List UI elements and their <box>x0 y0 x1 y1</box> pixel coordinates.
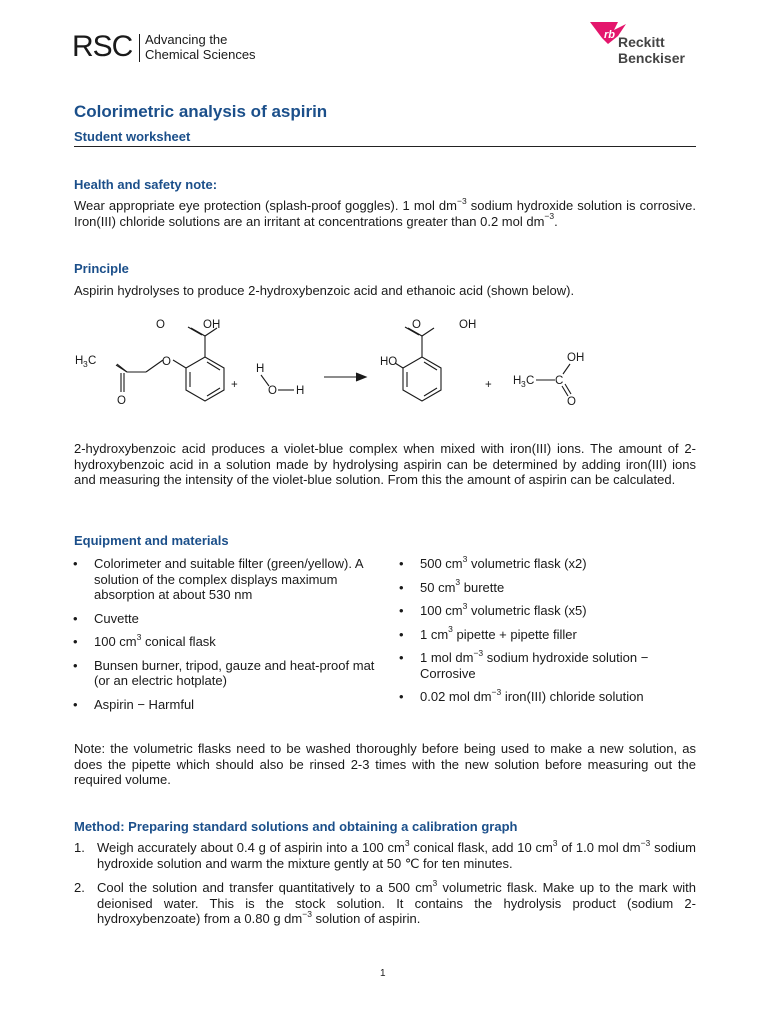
equipment-heading: Equipment and materials <box>74 533 229 548</box>
equipment-item-text: Colorimeter and suitable filter (green/yellow). A solution of the complex displays maximum absorption at about 530 nm <box>94 556 363 602</box>
salicylic-ho: HO <box>380 356 398 368</box>
method-steps <box>74 837 696 936</box>
water-h-2: H <box>296 385 305 397</box>
ethanoic-oh: OH <box>567 352 585 364</box>
water-h-1: H <box>256 363 265 375</box>
rb-mark-text: rb <box>604 29 615 41</box>
ethanoic-carbonyl-o: O <box>567 396 576 408</box>
salicylic-oh: OH <box>459 319 477 331</box>
equipment-list-left <box>72 556 382 720</box>
bullet-icon: • <box>399 579 404 595</box>
list-item <box>72 697 382 713</box>
ethanoic-methyl-c: C <box>526 375 535 387</box>
reaction-arrow <box>324 373 366 381</box>
reckitt-benckiser-logo <box>588 18 703 70</box>
page-number: 1 <box>380 968 386 979</box>
list-item <box>398 686 698 705</box>
list-item <box>72 658 382 689</box>
equipment-item-text: Cuvette <box>94 610 139 626</box>
principle-heading: Principle <box>74 261 129 276</box>
plus-sign-1: + <box>231 379 238 391</box>
salicylic-acid-structure <box>380 319 476 401</box>
step-number: 2. <box>74 880 85 895</box>
equipment-item-text: 1 mol $dm^{-3}$ sodium hydroxide solution − Corrosive <box>420 647 649 681</box>
equipment-list-right <box>398 553 698 713</box>
list-item <box>398 577 698 596</box>
rb-name-line-1: Reckitt <box>618 34 665 50</box>
principle-paragraph: 2-hydroxybenzoic acid produces a violet-blue complex when mixed with iron(III) ions. The amount of 2-hydroxybenzoic acid in a solution made by hydrolysing aspirin can be determined by adding iron(III) ions and measuring the intensity of the violet-blue solution. From this the amount of aspirin can be calculated. <box>74 441 696 487</box>
method-step <box>74 837 696 871</box>
title-divider <box>74 146 696 147</box>
bullet-icon: • <box>73 634 78 649</box>
rsc-tagline-line-1: Advancing the <box>145 32 228 47</box>
bullet-icon: • <box>73 696 78 712</box>
equipment-item-text: 50 $cm^3$ burette <box>420 577 505 595</box>
water-o: O <box>268 385 277 397</box>
list-item <box>72 611 382 627</box>
step-text: Weigh accurately about 0.4 g of aspirin into a 100 $cm^3$ conical flask, add 10 $cm^3$ of 1.0 mol $dm^{-3}$ sodium hydroxide solution and warm the mixture gently at 50 ℃ for ten minutes. <box>97 837 696 871</box>
equipment-item-text: 1 $cm^3$ pipette + pipette filler <box>420 624 577 642</box>
bullet-icon: • <box>399 626 404 642</box>
method-heading: Method: Preparing standard solutions and obtaining a calibration graph <box>74 819 518 834</box>
rsc-logo-divider <box>139 34 140 62</box>
aspirin-ester-o: O <box>162 356 171 368</box>
aspirin-oh: OH <box>203 319 221 331</box>
page-subtitle: Student worksheet <box>74 129 191 144</box>
ethanoic-carbon: C <box>555 375 564 387</box>
list-item <box>398 553 698 572</box>
aspirin-carbonyl-o: O <box>156 319 165 331</box>
ethanoic-methyl-h: H <box>513 375 522 387</box>
aspirin-methyl-c: C <box>88 355 97 367</box>
ethanoic-acid-structure <box>513 352 584 408</box>
bullet-icon: • <box>399 650 404 665</box>
step-number: 1. <box>74 840 85 855</box>
list-item <box>398 624 698 643</box>
rsc-logo <box>72 30 272 70</box>
list-item <box>72 556 382 603</box>
bullet-icon: • <box>399 689 404 704</box>
equipment-item-text: Aspirin − Harmful <box>94 696 195 712</box>
aspirin-acetyl-o: O <box>117 395 126 407</box>
aspirin-methyl-sub: 3 <box>83 359 88 369</box>
equipment-item-text: 0.02 mol $dm^{-3}$ iron(III) chloride solution <box>420 686 644 704</box>
rsc-tagline-line-2: Chemical Sciences <box>145 47 256 62</box>
bullet-icon: • <box>399 556 404 571</box>
list-item <box>398 600 698 619</box>
equipment-item-text: 100 $cm^3$ volumetric flask (x5) <box>420 600 587 618</box>
step-text: Cool the solution and transfer quantitatively to a 500 $cm^3$ volumetric flask. Make up to the mark with deionised water. This is the stock solution. It contains the hydrolysis product (sodium 2-hydroxybenzoate) from a 0.80 g $dm^{-3}$ solution of aspirin. <box>97 877 696 926</box>
aspirin-structure <box>75 319 224 407</box>
list-item <box>398 647 698 681</box>
method-step <box>74 877 696 927</box>
page-title: Colorimetric analysis of aspirin <box>74 102 328 121</box>
aspirin-methyl-h: H <box>75 355 84 367</box>
volumetric-flask-note: Note: the volumetric flasks need to be washed thoroughly before being used to make a new solution, as does the pipette which should also be rinsed 2-3 times with the new solution before measuring out the required volume. <box>74 741 696 787</box>
plus-sign-2: + <box>485 379 492 391</box>
salicylic-carbonyl-o: O <box>412 319 421 331</box>
hydrolysis-reaction-scheme <box>70 308 610 418</box>
rsc-wordmark: RSC <box>72 30 133 63</box>
bullet-icon: • <box>73 556 78 571</box>
bullet-icon: • <box>399 603 404 618</box>
equipment-item-text: 100 $cm^3$ conical flask <box>94 631 216 649</box>
principle-intro: Aspirin hydrolyses to produce 2-hydroxybenzoic acid and ethanoic acid (shown below). <box>74 283 575 298</box>
health-safety-heading: Health and safety note: <box>74 177 218 192</box>
bullet-icon: • <box>73 657 78 673</box>
ethanoic-methyl-sub: 3 <box>521 379 526 389</box>
rb-name-line-2: Benckiser <box>618 50 685 66</box>
equipment-item-text: 500 $cm^3$ volumetric flask (x2) <box>420 553 587 571</box>
equipment-item-text: Bunsen burner, tripod, gauze and heat-proof mat (or an electric hotplate) <box>94 657 375 688</box>
bullet-icon: • <box>73 610 78 626</box>
water-structure <box>256 363 304 397</box>
list-item <box>72 631 382 650</box>
health-safety-text: Wear appropriate eye protection (splash-proof goggles). 1 mol $dm^{-3}$ sodium hydroxide solution is corrosive. Iron(III) chloride solutions are an irritant at concentrations greater than 0.2 mol $dm^{-3}$. <box>74 195 696 229</box>
